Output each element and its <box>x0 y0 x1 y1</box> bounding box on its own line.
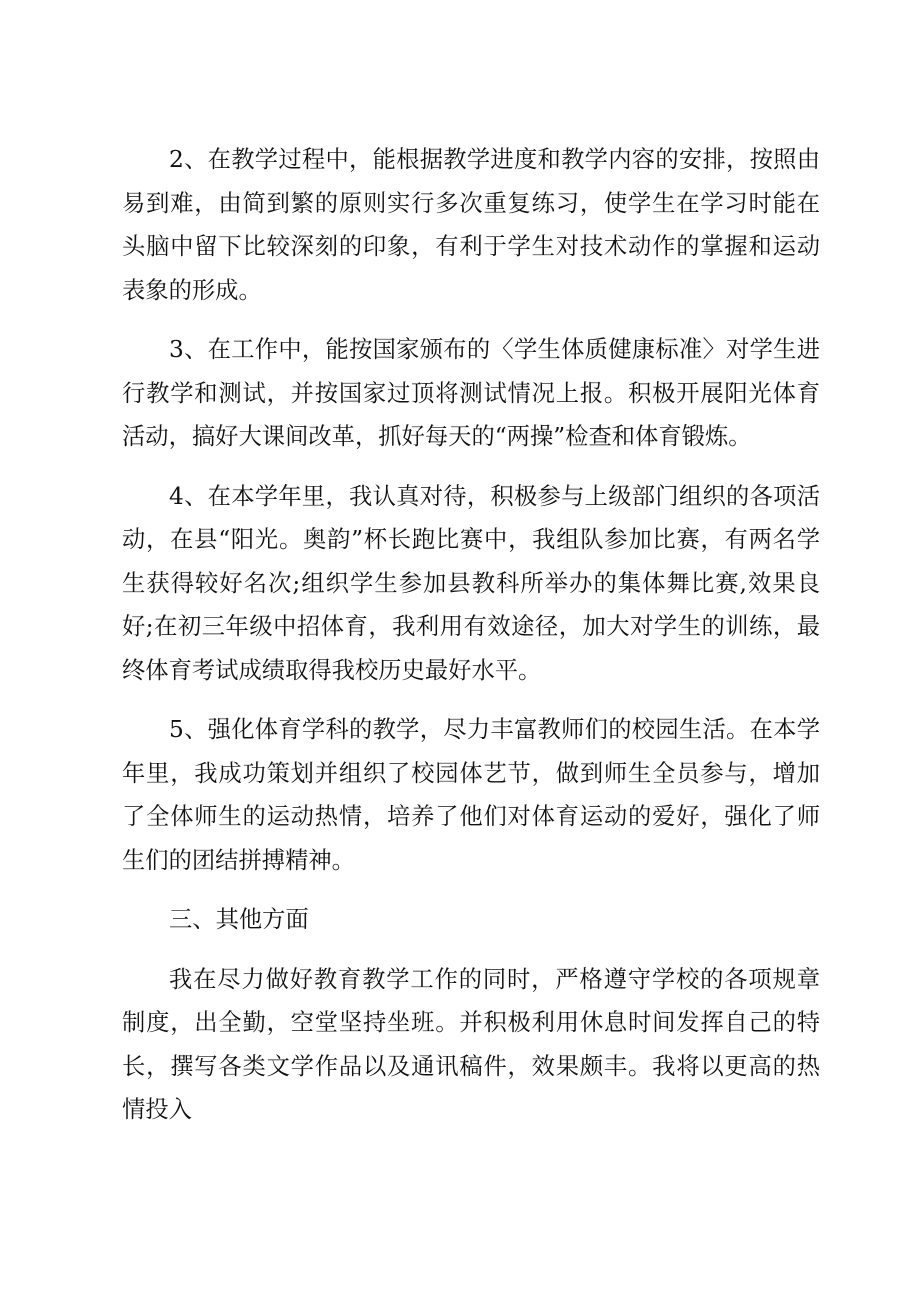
document-page <box>122 138 820 1148</box>
closing-paragraph: 我在尽力做好教育教学工作的同时，严格遵守学校的各项规章制度，出全勤，空堂坚持坐班。并积极利用休息时间发挥自己的特长，撰写各类文学作品以及通讯稿件，效果颇丰。我将以更高的热情投入 <box>122 965 820 1123</box>
paragraph-item-5: 5、强化体育学科的教学，尽力丰富教师们的校园生活。在本学年里，我成功策划并组织了校园体艺节，做到师生全员参与，增加了全体师生的运动热情，培养了他们对体育运动的爱好，强化了师生们的团结拼搏精神。 <box>122 716 820 874</box>
paragraph-item-2: 2、在教学过程中，能根据教学进度和教学内容的安排，按照由易到难，由简到繁的原则实行多次重复练习，使学生在学习时能在头脑中留下比较深刻的印象，有利于学生对技术动作的掌握和运动表象的形成。 <box>122 146 820 304</box>
paragraph-item-4: 4、在本学年里，我认真对待，积极参与上级部门组织的各项活动，在县“阳光。奥韵”杯长跑比赛中，我组队参加比赛，有两名学生获得较好名次;组织学生参加县教科所举办的集体舞比赛,效果良好;在初三年级中招体育，我利用有效途径，加大对学生的训练，最终体育考试成绩取得我校历史最好水平。 <box>122 482 820 684</box>
section-heading: 三、其他方面 <box>169 906 309 933</box>
paragraph-item-3: 3、在工作中，能按国家颁布的〈学生体质健康标准〉对学生进行教学和测试，并按国家过顶将测试情况上报。积极开展阳光体育活动，搞好大课间改革，抓好每天的“两操”检查和体育锻炼。 <box>122 336 820 450</box>
